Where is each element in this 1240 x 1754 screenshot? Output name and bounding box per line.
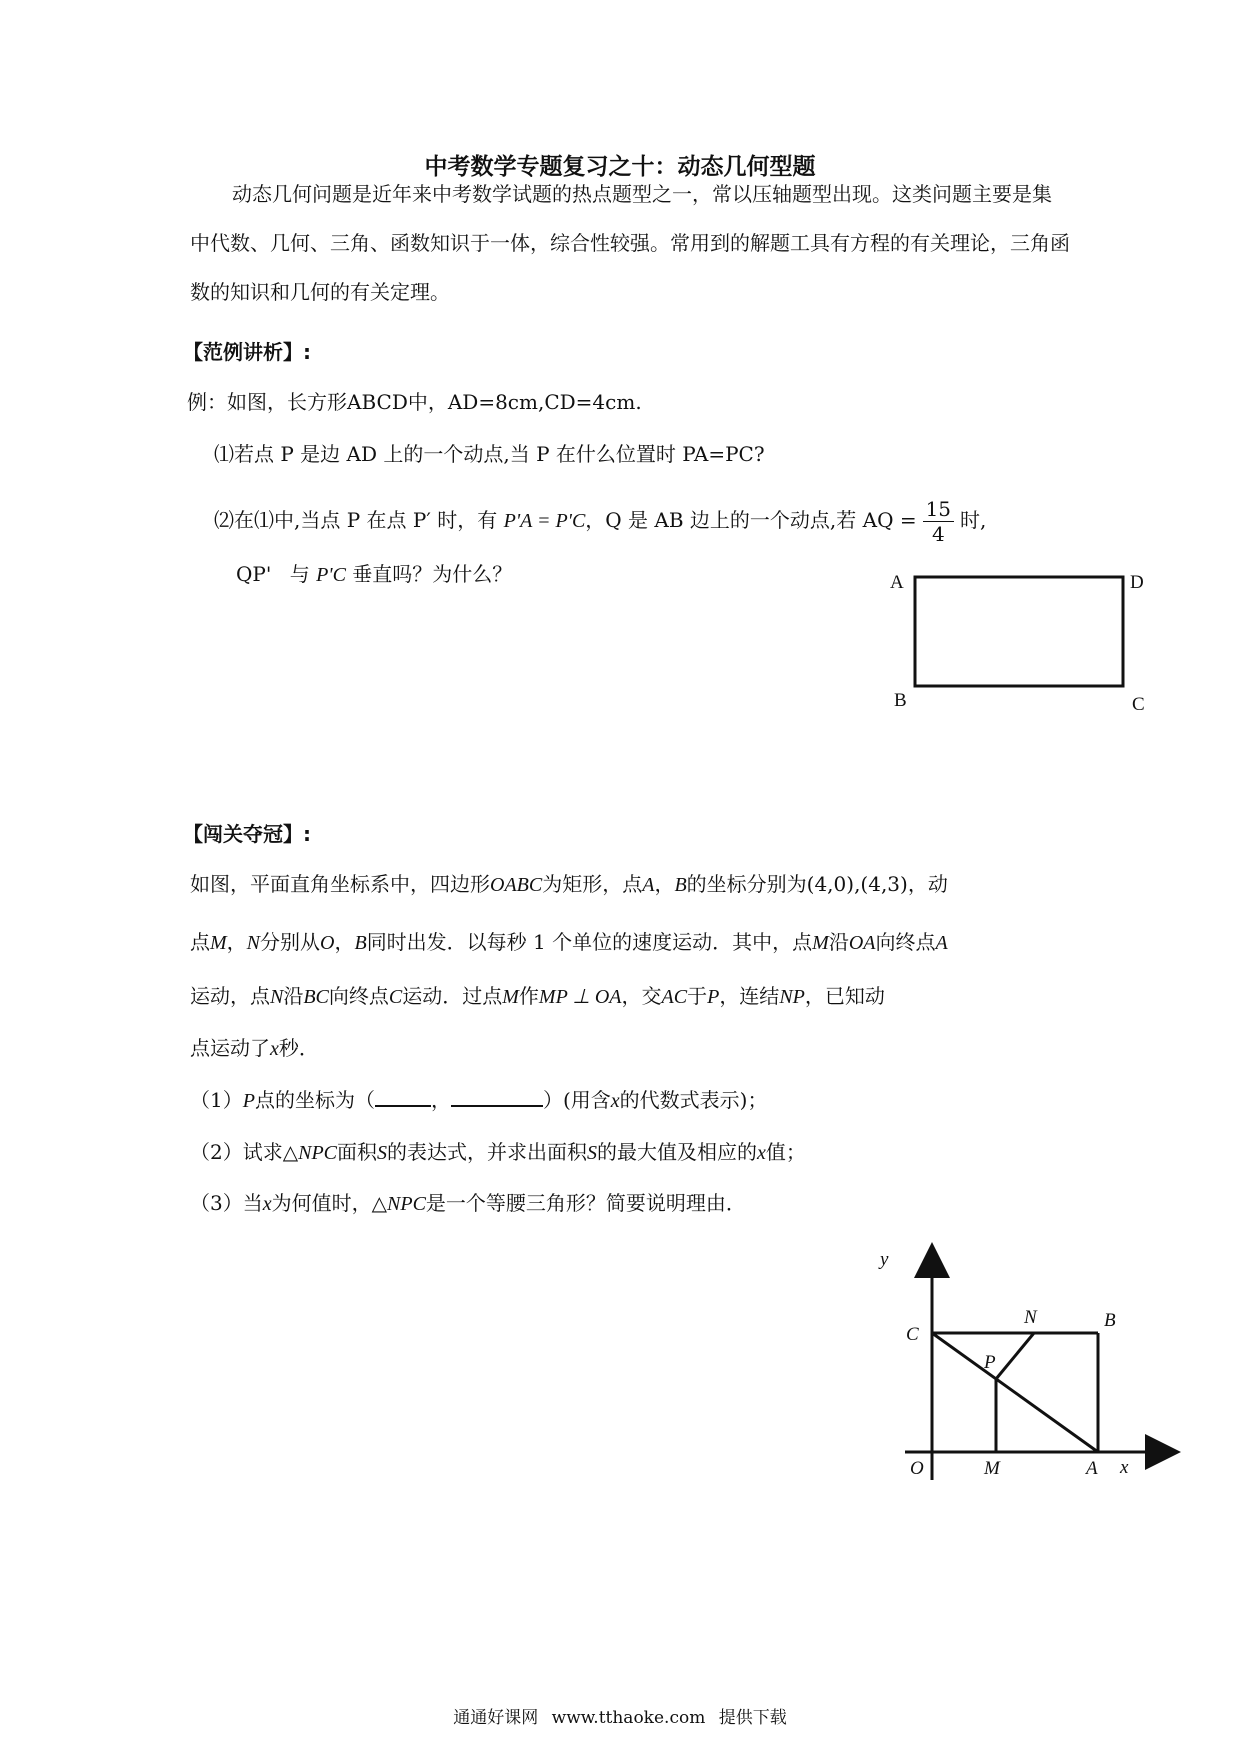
- text: 运动．过点: [402, 984, 503, 1008]
- label-n: N: [1024, 1307, 1037, 1328]
- math-s: S: [587, 1142, 598, 1164]
- q3-text-d: 垂直吗？为什么？: [352, 562, 513, 586]
- problem-line-1: [190, 870, 948, 899]
- math-m: M: [812, 932, 829, 954]
- math-a: A: [642, 874, 655, 896]
- label-m: M: [984, 1458, 1000, 1479]
- math-x: x: [262, 1193, 272, 1215]
- math-a: A: [935, 932, 948, 954]
- fraction-15-over-4: [923, 497, 954, 546]
- math-c: C: [388, 986, 403, 1008]
- text: ，: [430, 1088, 451, 1112]
- text: ，: [334, 930, 355, 954]
- q3-text-b: 与: [289, 562, 310, 586]
- text: 同时出发．以每秒 1 个单位的速度运动．其中，点: [366, 930, 813, 954]
- segment-ca: [932, 1333, 1098, 1452]
- math-m: M: [502, 986, 519, 1008]
- footer-url[interactable]: www.tthaoke.com: [551, 1708, 706, 1728]
- text: （1）: [190, 1088, 243, 1112]
- math-npc: NPC: [387, 1193, 426, 1215]
- math-m: M: [210, 932, 227, 954]
- text: 沿: [828, 930, 849, 954]
- math-n: N: [246, 932, 261, 954]
- label-c: C: [906, 1324, 919, 1345]
- text: 为矩形，点: [542, 872, 643, 896]
- text: （3）当: [190, 1191, 263, 1215]
- q3-text-a: QP': [236, 562, 272, 586]
- q2-text-c: 时,: [960, 508, 987, 532]
- text: 的坐标分别为: [686, 872, 807, 896]
- fraction-numerator: 15: [923, 497, 954, 522]
- example-question-2-cont: [236, 560, 512, 589]
- text: 的代数式表示)；: [619, 1088, 768, 1112]
- text: 为何值时，△: [271, 1191, 388, 1215]
- footer-note: 提供下载: [718, 1708, 787, 1728]
- math-mp-perp-oa: MP ⊥ OA: [538, 986, 622, 1008]
- math-o: O: [320, 932, 335, 954]
- math-x: x: [270, 1038, 279, 1060]
- math-oabc: OABC: [490, 874, 543, 896]
- text: 分别从: [260, 930, 321, 954]
- rectangle-figure: [880, 560, 1160, 720]
- math-coordinates: (4,0),(4,3): [806, 872, 908, 896]
- intro-paragraph: [190, 170, 1070, 317]
- q2-equation: P'A = P'C: [503, 510, 586, 532]
- intro-text: 动态几何问题是近年来中考数学试题的热点题型之一，常以压轴题型出现。这类问题主要是集中代数、几何、三角、函数知识于一体，综合性较强。常用到的解题工具有方程的有关理论，三角函数的知识和几何的有关定理。: [190, 182, 1070, 304]
- text: 点的坐标为（: [254, 1088, 375, 1112]
- label-c: C: [1132, 694, 1145, 715]
- footer-site: 通通好课网: [453, 1708, 539, 1728]
- math-s: S: [377, 1142, 388, 1164]
- math-np: NP: [779, 986, 805, 1008]
- page-title: 中考数学专题复习之十：动态几何型题: [424, 154, 816, 180]
- answer-blank-2[interactable]: [451, 1087, 543, 1107]
- sub-question-3: [190, 1189, 746, 1218]
- math-n: N: [270, 986, 284, 1008]
- text: 运动，点: [190, 984, 270, 1008]
- text: 是一个等腰三角形？简要说明理由．: [425, 1191, 746, 1215]
- rectangle-abcd: [915, 577, 1123, 686]
- example-question-2: [214, 497, 986, 546]
- sub-question-1: [190, 1086, 767, 1115]
- math-x: x: [757, 1142, 766, 1164]
- example-intro: 例：如图，长方形ABCD中，AD=8cm,CD=4cm.: [187, 390, 642, 414]
- coordinate-figure: [860, 1230, 1190, 1510]
- text: ，: [226, 930, 247, 954]
- math-p: P: [242, 1090, 255, 1112]
- text: ，已知动: [804, 984, 885, 1008]
- problem-line-4: [190, 1034, 319, 1063]
- label-a: A: [1086, 1458, 1098, 1479]
- text: 的表达式，并求出面积: [387, 1140, 588, 1164]
- math-x: x: [610, 1090, 620, 1112]
- text: 秒．: [278, 1036, 319, 1060]
- math-ac: AC: [661, 986, 688, 1008]
- page-footer: [0, 1703, 1240, 1728]
- text: 向终点: [875, 930, 936, 954]
- label-x: x: [1120, 1457, 1129, 1478]
- math-b: B: [674, 874, 687, 896]
- text: 值；: [765, 1140, 806, 1164]
- text: 的最大值及相应的: [597, 1140, 758, 1164]
- text: （2）试求△: [190, 1140, 299, 1164]
- label-y: y: [880, 1249, 889, 1270]
- math-oa: OA: [848, 932, 876, 954]
- q2-text-a: ⑵在⑴中,当点 P 在点 P′ 时，有: [214, 508, 498, 532]
- label-o: O: [910, 1458, 924, 1479]
- q2-text-b: ，Q 是 AB 边上的一个动点,若 AQ =: [585, 508, 917, 532]
- math-npc: NPC: [298, 1142, 338, 1164]
- text: 沿: [283, 984, 304, 1008]
- text: ，连结: [719, 984, 780, 1008]
- sub-question-2: [190, 1138, 806, 1167]
- example-question-1: ⑴若点 P 是边 AD 上的一个动点,当 P 在什么位置时 PA=PC?: [214, 442, 765, 466]
- text: ，动: [907, 872, 948, 896]
- text: 点运动了: [190, 1036, 270, 1060]
- math-p: P: [707, 986, 720, 1008]
- q3-text-c: P'C: [316, 564, 346, 586]
- problem-line-2: [190, 928, 948, 957]
- segment-pn: [996, 1333, 1034, 1379]
- math-b: B: [354, 932, 367, 954]
- text: 向终点: [328, 984, 389, 1008]
- problem-line-3: [190, 982, 885, 1011]
- text: 作: [518, 984, 539, 1008]
- label-p: P: [984, 1352, 996, 1373]
- section-heading-examples: 【范例讲析】:: [183, 340, 311, 364]
- text: 点: [190, 930, 210, 954]
- answer-blank-1[interactable]: [375, 1087, 431, 1107]
- label-d: D: [1130, 572, 1144, 593]
- text: 如图，平面直角坐标系中，四边形: [190, 872, 490, 896]
- text: ）(用含: [542, 1088, 611, 1112]
- text: 于: [687, 984, 708, 1008]
- math-bc: BC: [303, 986, 329, 1008]
- text: ，: [654, 872, 675, 896]
- text: ，交: [621, 984, 662, 1008]
- fraction-denominator: 4: [931, 522, 945, 546]
- label-b: B: [1104, 1310, 1116, 1331]
- section-heading-challenge: 【闯关夺冠】:: [183, 822, 311, 846]
- label-b: B: [894, 690, 907, 711]
- label-a: A: [890, 572, 904, 593]
- text: 面积: [337, 1140, 378, 1164]
